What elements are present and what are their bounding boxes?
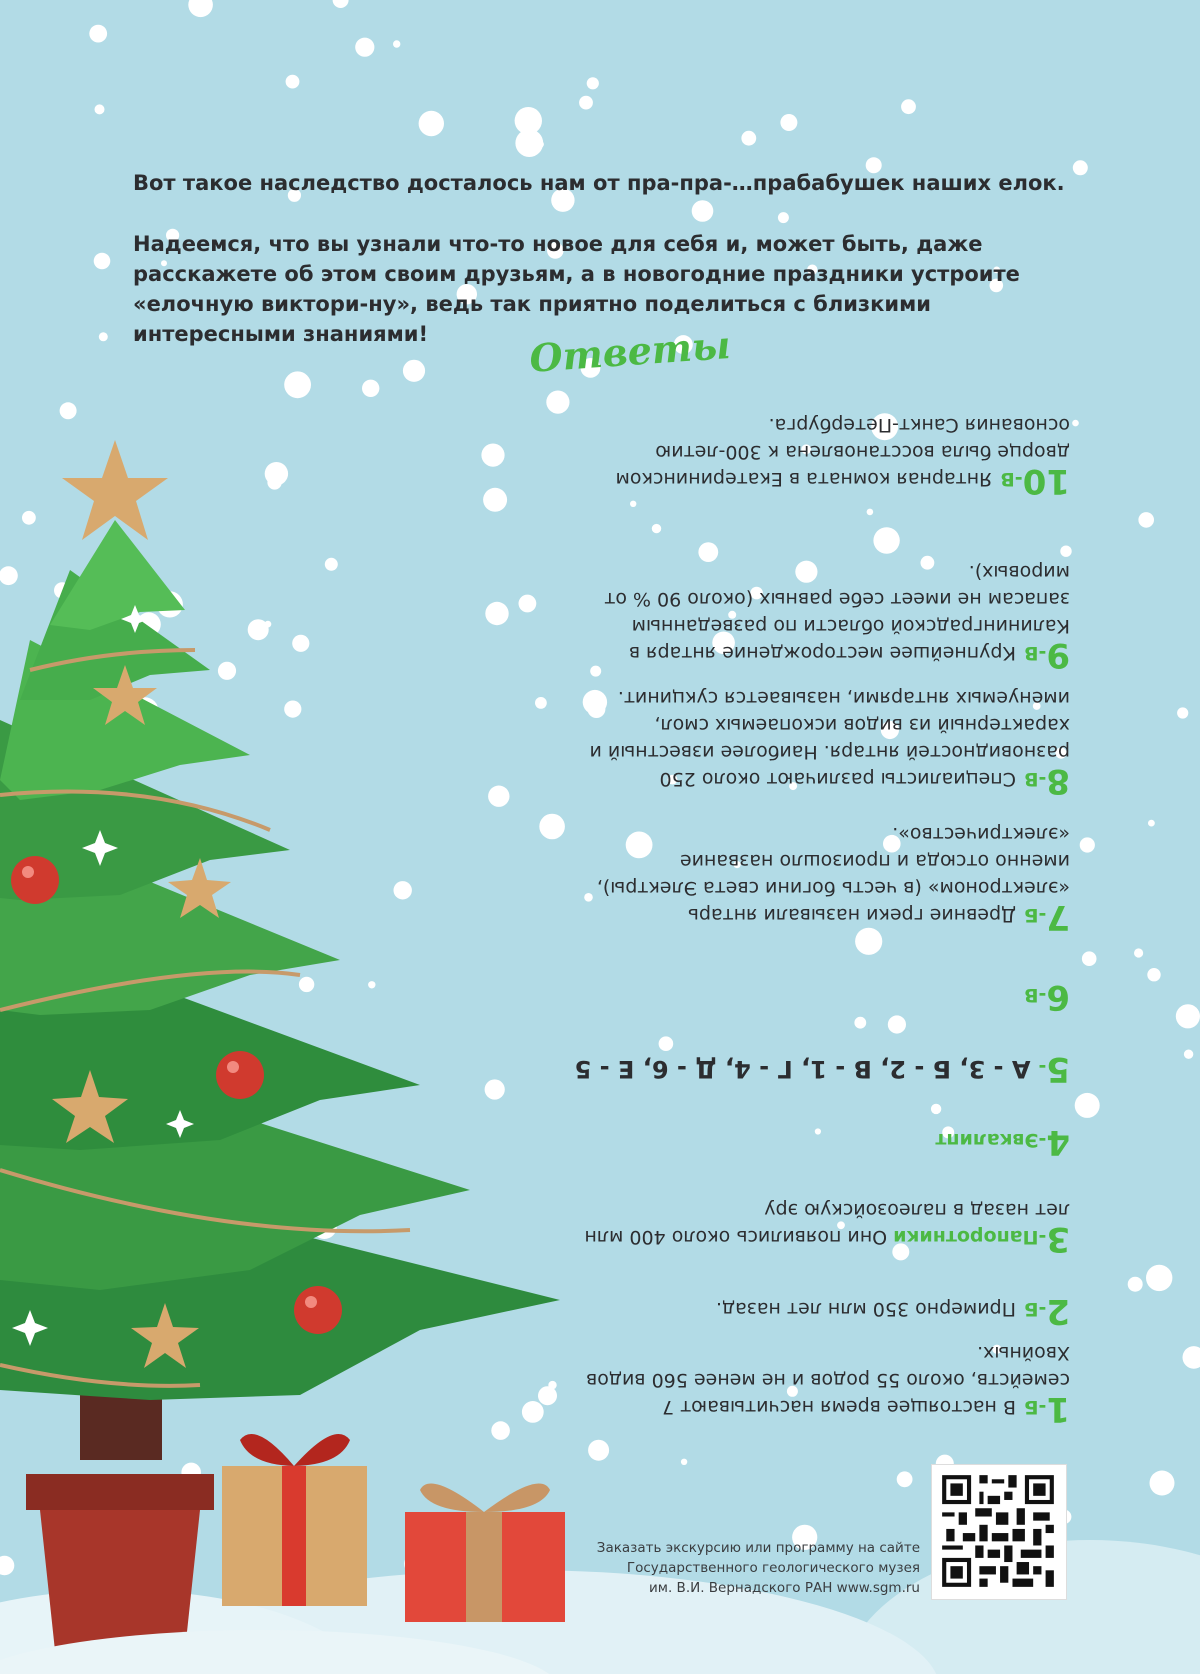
answer-text: Янтарная комната в Екатерининском дворце была восстановлена к 300-летию основания Санкт-Петербурга.	[615, 414, 1070, 490]
answer-text: Они появились около 400 млн лет назад в палеозойскую эру	[584, 1199, 1070, 1248]
answer-number: 9	[1046, 635, 1070, 675]
answer-7	[560, 823, 1070, 937]
footer-text	[560, 1538, 920, 1598]
answer-letter: -Б	[1023, 904, 1047, 926]
answer-text: В настоящее время насчитывают 7 семейств, около 55 родов и не менее 560 видов Хвойных.	[586, 1342, 1070, 1418]
answer-number: 2	[1046, 1291, 1070, 1331]
answer-6	[560, 977, 1070, 1017]
answer-letter: -	[1038, 1056, 1047, 1078]
footer-line-2: Государственного геологического музея	[626, 1560, 920, 1576]
intro-paragraph-2: Надеемся, что вы узнали что-то новое для себя и, может быть, даже расскажете об этом своим друзьям, а в новогодние праздники устроите «елочную виктори-ну», ведь так приятно поделиться с близкими интересными знаниями!	[133, 232, 1020, 346]
answer-10	[560, 414, 1070, 501]
answer-number: 5	[1046, 1049, 1070, 1089]
answer-text: Примерно 350 млн лет назад.	[715, 1298, 1016, 1320]
answer-5	[560, 1049, 1070, 1089]
answer-2	[560, 1291, 1070, 1331]
answer-letter: -В	[1023, 984, 1047, 1006]
intro-paragraph-1: Вот такое наследство досталось нам от пра-пра-…прабабушек наших елок.	[133, 171, 1065, 195]
answer-8	[560, 660, 1070, 801]
answer-4	[560, 1122, 1070, 1162]
answer-letter: -Эвкалипт	[935, 1129, 1047, 1151]
answer-text: Крупнейшее месторождение янтаря в Калининградской области по разведанным запасам не имеет себе равных (около 90 % от мировых).	[604, 561, 1070, 664]
answer-letter: -В	[1000, 468, 1023, 490]
answer-letter: -В	[1023, 768, 1047, 790]
answer-letter: -Б	[1023, 1298, 1047, 1320]
answer-9	[560, 560, 1070, 675]
qr-code-icon	[938, 1471, 1058, 1591]
answer-3	[560, 1198, 1070, 1259]
footer-line-1: Заказать экскурсию или программу на сайте	[596, 1540, 920, 1556]
answer-number: 6	[1046, 977, 1070, 1017]
answer-text: Специалисты различают около 250 разновидностей янтаря. Наиболее известный и характерный из видов ископаемых смол, именуемых янтарями, называется сукцинит.	[589, 687, 1070, 790]
answer-number: 7	[1046, 897, 1070, 937]
answer-text: Древние греки называли янтарь «электроном» (в честь богини света Электры), именно отсюда и произошло название «электричество».	[596, 823, 1070, 926]
answer-number: 10	[1022, 461, 1070, 501]
answer-number: 4	[1046, 1122, 1070, 1162]
answer-letter: -В	[1023, 642, 1047, 664]
footer-line-3: им. В.И. Вернадского РАН www.sgm.ru	[649, 1580, 920, 1596]
answer-1	[560, 1342, 1070, 1429]
qr-code[interactable]	[931, 1464, 1067, 1600]
answer-letter: -Б	[1023, 1396, 1047, 1418]
answer-number: 1	[1046, 1389, 1070, 1429]
answers-title: Ответы	[528, 321, 732, 381]
answer-term: -Папоротники	[893, 1226, 1047, 1248]
answer-number: 8	[1046, 761, 1070, 801]
answer-text: А - 3, Б - 2, В - 1, Г - 4, Д - 6, Е - 5	[574, 1055, 1031, 1083]
answer-number: 3	[1046, 1219, 1070, 1259]
